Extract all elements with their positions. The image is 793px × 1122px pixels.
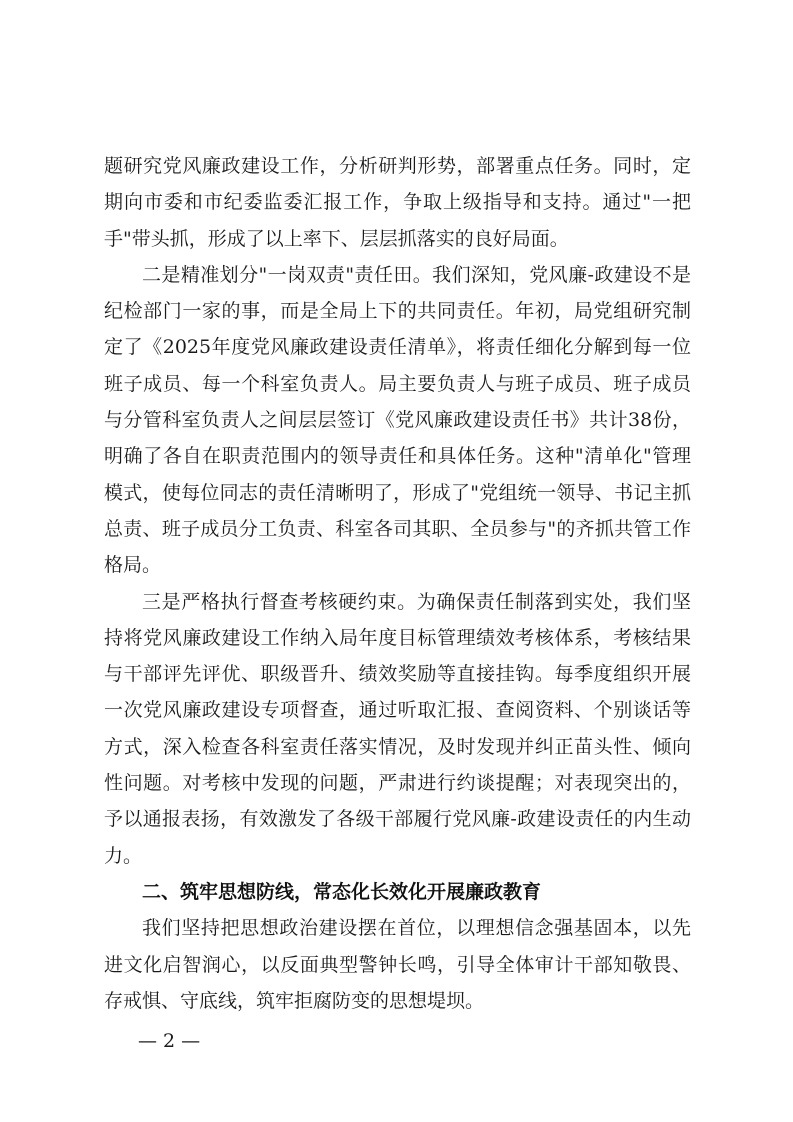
document-body xyxy=(104,148,691,1019)
paragraph-supervision-assessment: 三是严格执行督查考核硬约束。为确保责任制落到实处，我们坚持将党风廉政建设工作纳入局年度目标管理绩效考核体系，考核结果与干部评先评优、职级晋升、绩效奖励等直接挂钩。每季度组织开展一次党风廉政建设专项督查，通过听取汇报、查阅资料、个别谈话等方式，深入检查各科室责任落实情况，及时发现并纠正苗头性、倾向性问题。对考核中发现的问题，严肃进行约谈提醒；对表现突出的，予以通报表扬，有效激发了各级干部履行党风廉-政建设责任的内生动力。 xyxy=(104,590,691,867)
continued-paragraph: 题研究党风廉政建设工作，分析研判形势，部署重点任务。同时，定期向市委和市纪委监委汇报工作，争取上级指导和支持。通过"一把手"带头抓，形成了以上率下、层层抓落实的良好局面。 xyxy=(104,155,691,250)
page-number: — 2 — xyxy=(138,1030,201,1052)
paragraph-ideological-education: 我们坚持把思想政治建设摆在首位，以理想信念强基固本，以先进文化启智润心，以反面典型警钟长鸣，引导全体审计干部知敬畏、存戒惧、守底线，筑牢拒腐防变的思想堤坝。 xyxy=(104,917,691,1012)
section-heading: 二、筑牢思想防线，常态化长效化开展廉政教育 xyxy=(142,880,542,903)
paragraph-responsibility-division: 二是精准划分"一岗双责"责任田。我们深知，党风廉-政建设不是纪检部门一家的事，而是全局上下的共同责任。年初，局党组研究制定了《2025年度党风廉政建设责任清单》，将责任细化分解到每一位班子成员、每一个科室负责人。局主要负责人与班子成员、班子成员与分管科室负责人之间层层签订《党风廉政建设责任书》共计38份，明确了各自在职责范围内的领导责任和具体任务。这种"清单化"管理模式，使每位同志的责任清晰明了，形成了"党组统一领导、书记主抓总责、班子成员分工负责、科室各司其职、全员参与"的齐抓共管工作格局。 xyxy=(104,263,691,577)
